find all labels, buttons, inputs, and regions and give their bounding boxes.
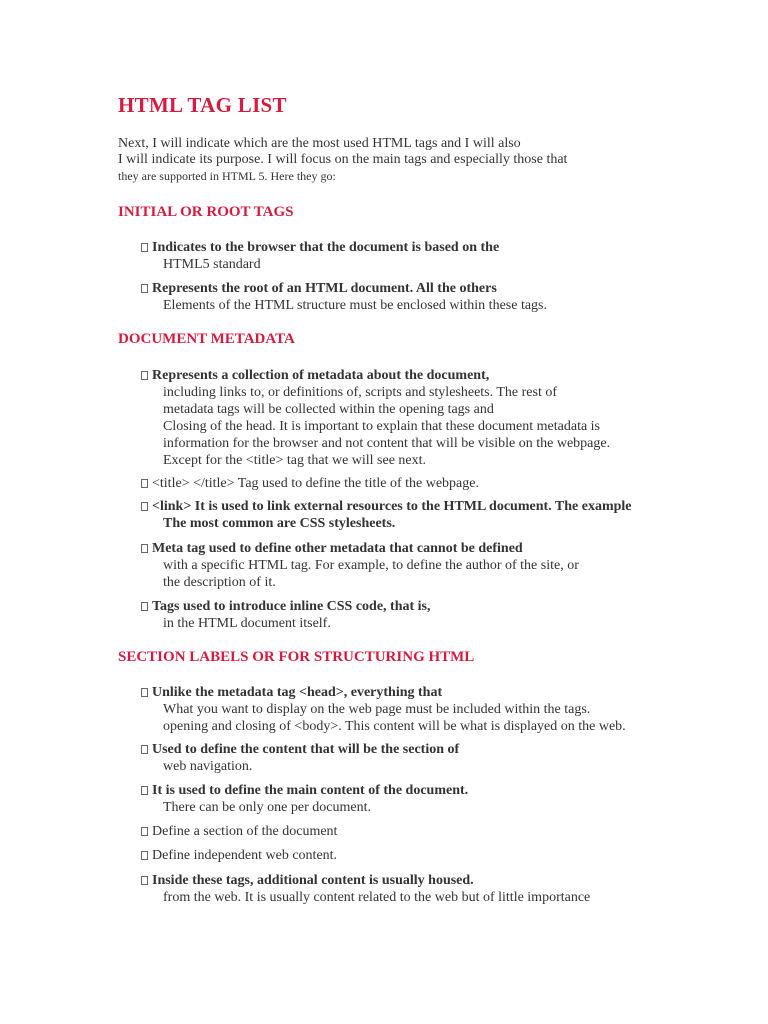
bullet-icon (141, 602, 148, 611)
list-item (141, 684, 626, 735)
item-text: Represents the root of an HTML document. All the others (152, 281, 497, 296)
list-item (141, 280, 547, 314)
bullet-icon (141, 688, 148, 697)
bullet-icon (141, 502, 148, 511)
list-item (141, 475, 479, 492)
bullet-icon (141, 371, 148, 380)
list-item (141, 540, 579, 591)
list-item (141, 823, 337, 840)
item-cont: Except for the <title> tag that we will see next. (163, 453, 427, 468)
item-cont: including links to, or definitions of, scripts and stylesheets. The rest of (163, 385, 558, 400)
bullet-icon (141, 243, 148, 252)
item-cont: Closing of the head. It is important to explain that these document metadata is (163, 419, 601, 434)
item-cont: Elements of the HTML structure must be enclosed within these tags. (163, 298, 548, 313)
intro-line: I will indicate its purpose. I will focus on the main tags and especially those that (118, 152, 568, 167)
list-item (141, 598, 431, 632)
list-item (141, 498, 632, 532)
item-text: Meta tag used to define other metadata that cannot be defined (152, 541, 523, 556)
bullet-icon (141, 786, 148, 795)
bullet-icon (141, 745, 148, 754)
bullet-icon (141, 544, 148, 553)
item-text: Used to define the content that will be the section of (152, 742, 460, 757)
list-item (141, 367, 610, 469)
intro-line: they are supported in HTML 5. Here they go: (118, 169, 336, 183)
item-cont: with a specific HTML tag. For example, to define the author of the site, or (163, 558, 579, 573)
item-cont: There can be only one per document. (163, 800, 371, 815)
list-item (141, 782, 468, 816)
item-cont: metadata tags will be collected within the opening tags and (163, 402, 494, 417)
item-cont: information for the browser and not content that will be visible on the webpage. (163, 436, 611, 451)
item-text: Tags used to introduce inline CSS code, that is, (152, 599, 431, 614)
item-cont: web navigation. (163, 759, 253, 774)
bullet-icon (141, 479, 148, 488)
item-cont: the description of it. (163, 575, 276, 590)
item-cont (141, 515, 632, 532)
item-cont: from the web. It is usually content related to the web but of little importance (163, 890, 591, 905)
list-item (141, 847, 337, 864)
list-item (141, 872, 590, 906)
item-text: Represents a collection of metadata about the document, (152, 368, 490, 383)
bullet-icon (141, 851, 148, 860)
item-cont: What you want to display on the web page must be included within the tags. (163, 702, 591, 717)
item-text: Inside these tags, additional content is usually housed. (152, 873, 474, 888)
item-text: Define independent web content. (152, 848, 338, 863)
section-heading-root: INITIAL OR ROOT TAGS (118, 204, 294, 220)
item-cont: in the HTML document itself. (163, 616, 331, 631)
item-text: It is used to define the main content of the document. (152, 783, 469, 798)
section-heading-structure: SECTION LABELS OR FOR STRUCTURING HTML (118, 649, 475, 665)
bullet-icon (141, 827, 148, 836)
section-heading-metadata: DOCUMENT METADATA (118, 331, 295, 347)
page-title: HTML TAG LIST (118, 93, 287, 117)
item-text: <link> It is used to link external resources to the HTML document. The example (152, 499, 632, 514)
bullet-icon (141, 284, 148, 293)
item-text: Indicates to the browser that the document is based on the (152, 240, 500, 255)
item-cont: opening and closing of <body>. This content will be what is displayed on the web. (163, 719, 626, 734)
item-text: <title> </title> Tag used to define the title of the webpage. (152, 476, 479, 491)
list-item (141, 239, 499, 273)
item-cont-bold: The most common are CSS stylesheets. (163, 516, 396, 531)
item-text: Define a section of the document (152, 824, 338, 839)
intro-paragraph (118, 136, 567, 184)
item-text: Unlike the metadata tag <head>, everything that (152, 685, 443, 700)
bullet-icon (141, 876, 148, 885)
item-cont: HTML5 standard (163, 257, 261, 272)
intro-line: Next, I will indicate which are the most used HTML tags and I will also (118, 136, 521, 151)
list-item (141, 741, 459, 775)
